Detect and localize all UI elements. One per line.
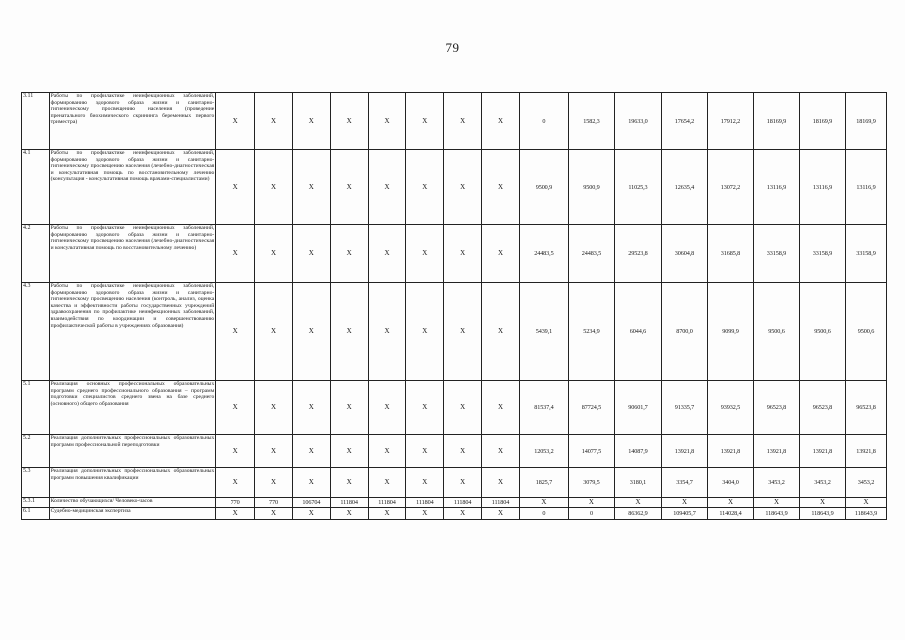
value-cell: 14077,5 (568, 435, 614, 468)
value-cell: 114028,4 (707, 508, 753, 520)
value-cell: X (292, 225, 330, 283)
value-cell: X (292, 283, 330, 381)
value-cell: 18169,9 (799, 93, 845, 150)
value-cell: 96523,8 (845, 381, 886, 435)
row-description: Реализация основных профессиональных образовательных программ среднего профессионального образования – программ подготовки специалистов среднего звена на базе среднего (основного) общего образования (49, 381, 216, 435)
value-cell: 30604,8 (661, 225, 707, 283)
value-cell: 87724,5 (568, 381, 614, 435)
row-description: Реализация дополнительных профессиональных образовательных программ повышения квалификации (49, 468, 216, 498)
table-row (22, 498, 887, 508)
value-cell: 13116,9 (753, 150, 799, 225)
value-cell: 111804 (330, 498, 368, 508)
value-cell: X (482, 93, 520, 150)
value-cell: X (330, 381, 368, 435)
value-cell: 0 (519, 93, 568, 150)
row-description: Работы по профилактике неинфекционных заболеваний, формированию здорового образа жизни и санитарно-гигиеническому просвещению населения (проведение пренатального биохимического скрининга беременных первого триместра) (49, 93, 216, 150)
value-cell: X (707, 498, 753, 508)
value-cell: 3354,7 (661, 468, 707, 498)
row-code: 6.1 (22, 508, 50, 520)
value-cell: 13116,9 (845, 150, 886, 225)
value-cell: X (255, 93, 293, 150)
value-cell: X (330, 435, 368, 468)
value-cell: 33158,9 (799, 225, 845, 283)
value-cell: 111804 (482, 498, 520, 508)
row-code: 4.2 (22, 225, 50, 283)
value-cell: X (845, 498, 886, 508)
table-row (22, 283, 887, 381)
row-code: 5.3 (22, 468, 50, 498)
value-cell: 33158,9 (753, 225, 799, 283)
value-cell: X (444, 225, 482, 283)
table-row (22, 93, 887, 150)
value-cell: X (216, 283, 255, 381)
table-row (22, 150, 887, 225)
value-cell: 111804 (406, 498, 444, 508)
value-cell: 11025,3 (614, 150, 661, 225)
table-body (22, 93, 887, 520)
table-row (22, 381, 887, 435)
value-cell: 3453,2 (753, 468, 799, 498)
value-cell: X (406, 150, 444, 225)
value-cell: X (255, 150, 293, 225)
value-cell: 1825,7 (519, 468, 568, 498)
value-cell: 86362,9 (614, 508, 661, 520)
value-cell: X (292, 508, 330, 520)
value-cell: X (368, 283, 406, 381)
value-cell: 3453,2 (799, 468, 845, 498)
value-cell: 109405,7 (661, 508, 707, 520)
value-cell: 5234,9 (568, 283, 614, 381)
value-cell: 3404,0 (707, 468, 753, 498)
value-cell: X (444, 150, 482, 225)
value-cell: 12635,4 (661, 150, 707, 225)
value-cell: X (406, 435, 444, 468)
value-cell: 13921,8 (661, 435, 707, 468)
value-cell: X (444, 283, 482, 381)
value-cell: X (292, 150, 330, 225)
value-cell: 81537,4 (519, 381, 568, 435)
value-cell: X (216, 150, 255, 225)
value-cell: 9500,9 (519, 150, 568, 225)
value-cell: X (406, 468, 444, 498)
value-cell: X (661, 498, 707, 508)
value-cell: 118643,9 (845, 508, 886, 520)
value-cell: X (482, 435, 520, 468)
value-cell: X (255, 508, 293, 520)
value-cell: X (482, 468, 520, 498)
table-row (22, 225, 887, 283)
value-cell: 24483,5 (519, 225, 568, 283)
value-cell: 90601,7 (614, 381, 661, 435)
value-cell: 19633,0 (614, 93, 661, 150)
value-cell: 5439,1 (519, 283, 568, 381)
value-cell: 6044,6 (614, 283, 661, 381)
value-cell: 9500,6 (753, 283, 799, 381)
value-cell: 17654,2 (661, 93, 707, 150)
value-cell: X (255, 381, 293, 435)
value-cell: 111804 (368, 498, 406, 508)
value-cell: X (482, 381, 520, 435)
value-cell: X (406, 93, 444, 150)
value-cell: X (614, 498, 661, 508)
value-cell: X (330, 150, 368, 225)
value-cell: X (330, 283, 368, 381)
row-code: 4.1 (22, 150, 50, 225)
value-cell: X (216, 435, 255, 468)
value-cell: X (368, 381, 406, 435)
value-cell: 17912,2 (707, 93, 753, 150)
value-cell: 13921,8 (753, 435, 799, 468)
value-cell: X (216, 468, 255, 498)
row-code: 5.1 (22, 381, 50, 435)
value-cell: X (255, 283, 293, 381)
value-cell: X (519, 498, 568, 508)
value-cell: 96523,8 (799, 381, 845, 435)
value-cell: X (292, 381, 330, 435)
value-cell: 1582,3 (568, 93, 614, 150)
value-cell: X (216, 508, 255, 520)
value-cell: 9500,6 (799, 283, 845, 381)
value-cell: X (216, 93, 255, 150)
value-cell: 118643,9 (753, 508, 799, 520)
value-cell: X (568, 498, 614, 508)
value-cell: X (406, 225, 444, 283)
value-cell: 111804 (444, 498, 482, 508)
value-cell: X (444, 508, 482, 520)
value-cell: 91335,7 (661, 381, 707, 435)
value-cell: 96523,8 (753, 381, 799, 435)
value-cell: X (753, 498, 799, 508)
value-cell: 18169,9 (845, 93, 886, 150)
row-code: 4.3 (22, 283, 50, 381)
value-cell: X (482, 508, 520, 520)
value-cell: 770 (255, 498, 293, 508)
row-description: Количество обучающихся/ Человеко-часов (49, 498, 216, 508)
value-cell: X (368, 468, 406, 498)
value-cell: X (406, 381, 444, 435)
value-cell: 13921,8 (707, 435, 753, 468)
value-cell: 8700,0 (661, 283, 707, 381)
value-cell: 14087,9 (614, 435, 661, 468)
value-cell: X (482, 225, 520, 283)
row-description: Работы по профилактике неинфекционных заболеваний, формированию здорового образа жизни и санитарно-гигиеническому просвещению населения (лечебно-диагностическая и консультативная помощь по восстановительному лечению) (49, 225, 216, 283)
row-code: 3.11 (22, 93, 50, 150)
value-cell: X (368, 435, 406, 468)
value-cell: 13921,8 (845, 435, 886, 468)
value-cell: X (799, 498, 845, 508)
value-cell: 24483,5 (568, 225, 614, 283)
value-cell: X (368, 508, 406, 520)
value-cell: X (330, 508, 368, 520)
value-cell: X (255, 468, 293, 498)
value-cell: 3079,5 (568, 468, 614, 498)
value-cell: X (406, 508, 444, 520)
value-cell: 13072,2 (707, 150, 753, 225)
value-cell: X (368, 150, 406, 225)
table-row (22, 468, 887, 498)
value-cell: 33158,9 (845, 225, 886, 283)
row-description: Работы по профилактике неинфекционных заболеваний, формированию здорового образа жизни и санитарно-гигиеническому просвещению населения (контроль, анализ, оценка качества и эффективности работы государственных учреждений здравоохранения по профилактике неинфекционных заболеваний, взаимодействия по координации и совершенствованию профилактической работы в учреждениях образования) (49, 283, 216, 381)
value-cell: 0 (568, 508, 614, 520)
value-cell: 12053,2 (519, 435, 568, 468)
row-code: 5.2 (22, 435, 50, 468)
value-cell: 9500,9 (568, 150, 614, 225)
value-cell: X (368, 93, 406, 150)
row-description: Работы по профилактике неинфекционных заболеваний, формированию здорового образа жизни и санитарно-гигиеническому просвещению населения (лечебно-диагностическая и консультативная помощь по восстановительному лечению (консультация - консультативная помощь врачами-специалистами) (49, 150, 216, 225)
value-cell: 118643,9 (799, 508, 845, 520)
row-description: Судебно-медицинская экспертиза (49, 508, 216, 520)
table-row (22, 435, 887, 468)
value-cell: 18169,9 (753, 93, 799, 150)
value-cell: 13116,9 (799, 150, 845, 225)
value-cell: X (482, 150, 520, 225)
page-number: 79 (445, 40, 460, 55)
value-cell: X (482, 283, 520, 381)
value-cell: X (444, 435, 482, 468)
value-cell: X (330, 225, 368, 283)
value-cell: X (330, 468, 368, 498)
value-cell: X (406, 283, 444, 381)
value-cell: 0 (519, 508, 568, 520)
value-cell: 29523,8 (614, 225, 661, 283)
value-cell: X (292, 468, 330, 498)
value-cell: X (368, 225, 406, 283)
value-cell: X (330, 93, 368, 150)
value-cell: X (444, 93, 482, 150)
value-cell: X (292, 93, 330, 150)
value-cell: X (292, 435, 330, 468)
value-cell: X (255, 435, 293, 468)
value-cell: 31685,8 (707, 225, 753, 283)
value-cell: X (444, 468, 482, 498)
value-cell: 106704 (292, 498, 330, 508)
value-cell: 770 (216, 498, 255, 508)
row-description: Реализация дополнительных профессиональных образовательных программ профессиональной переподготовки (49, 435, 216, 468)
value-cell: 9099,9 (707, 283, 753, 381)
row-code: 5.3.1 (22, 498, 50, 508)
value-cell: X (255, 225, 293, 283)
value-cell: X (444, 381, 482, 435)
value-cell: 3453,2 (845, 468, 886, 498)
value-cell: 13921,8 (799, 435, 845, 468)
value-cell: X (216, 381, 255, 435)
value-cell: 9500,6 (845, 283, 886, 381)
value-cell: 3180,1 (614, 468, 661, 498)
budget-table (21, 92, 887, 520)
value-cell: 93932,5 (707, 381, 753, 435)
table-row (22, 508, 887, 520)
value-cell: X (216, 225, 255, 283)
